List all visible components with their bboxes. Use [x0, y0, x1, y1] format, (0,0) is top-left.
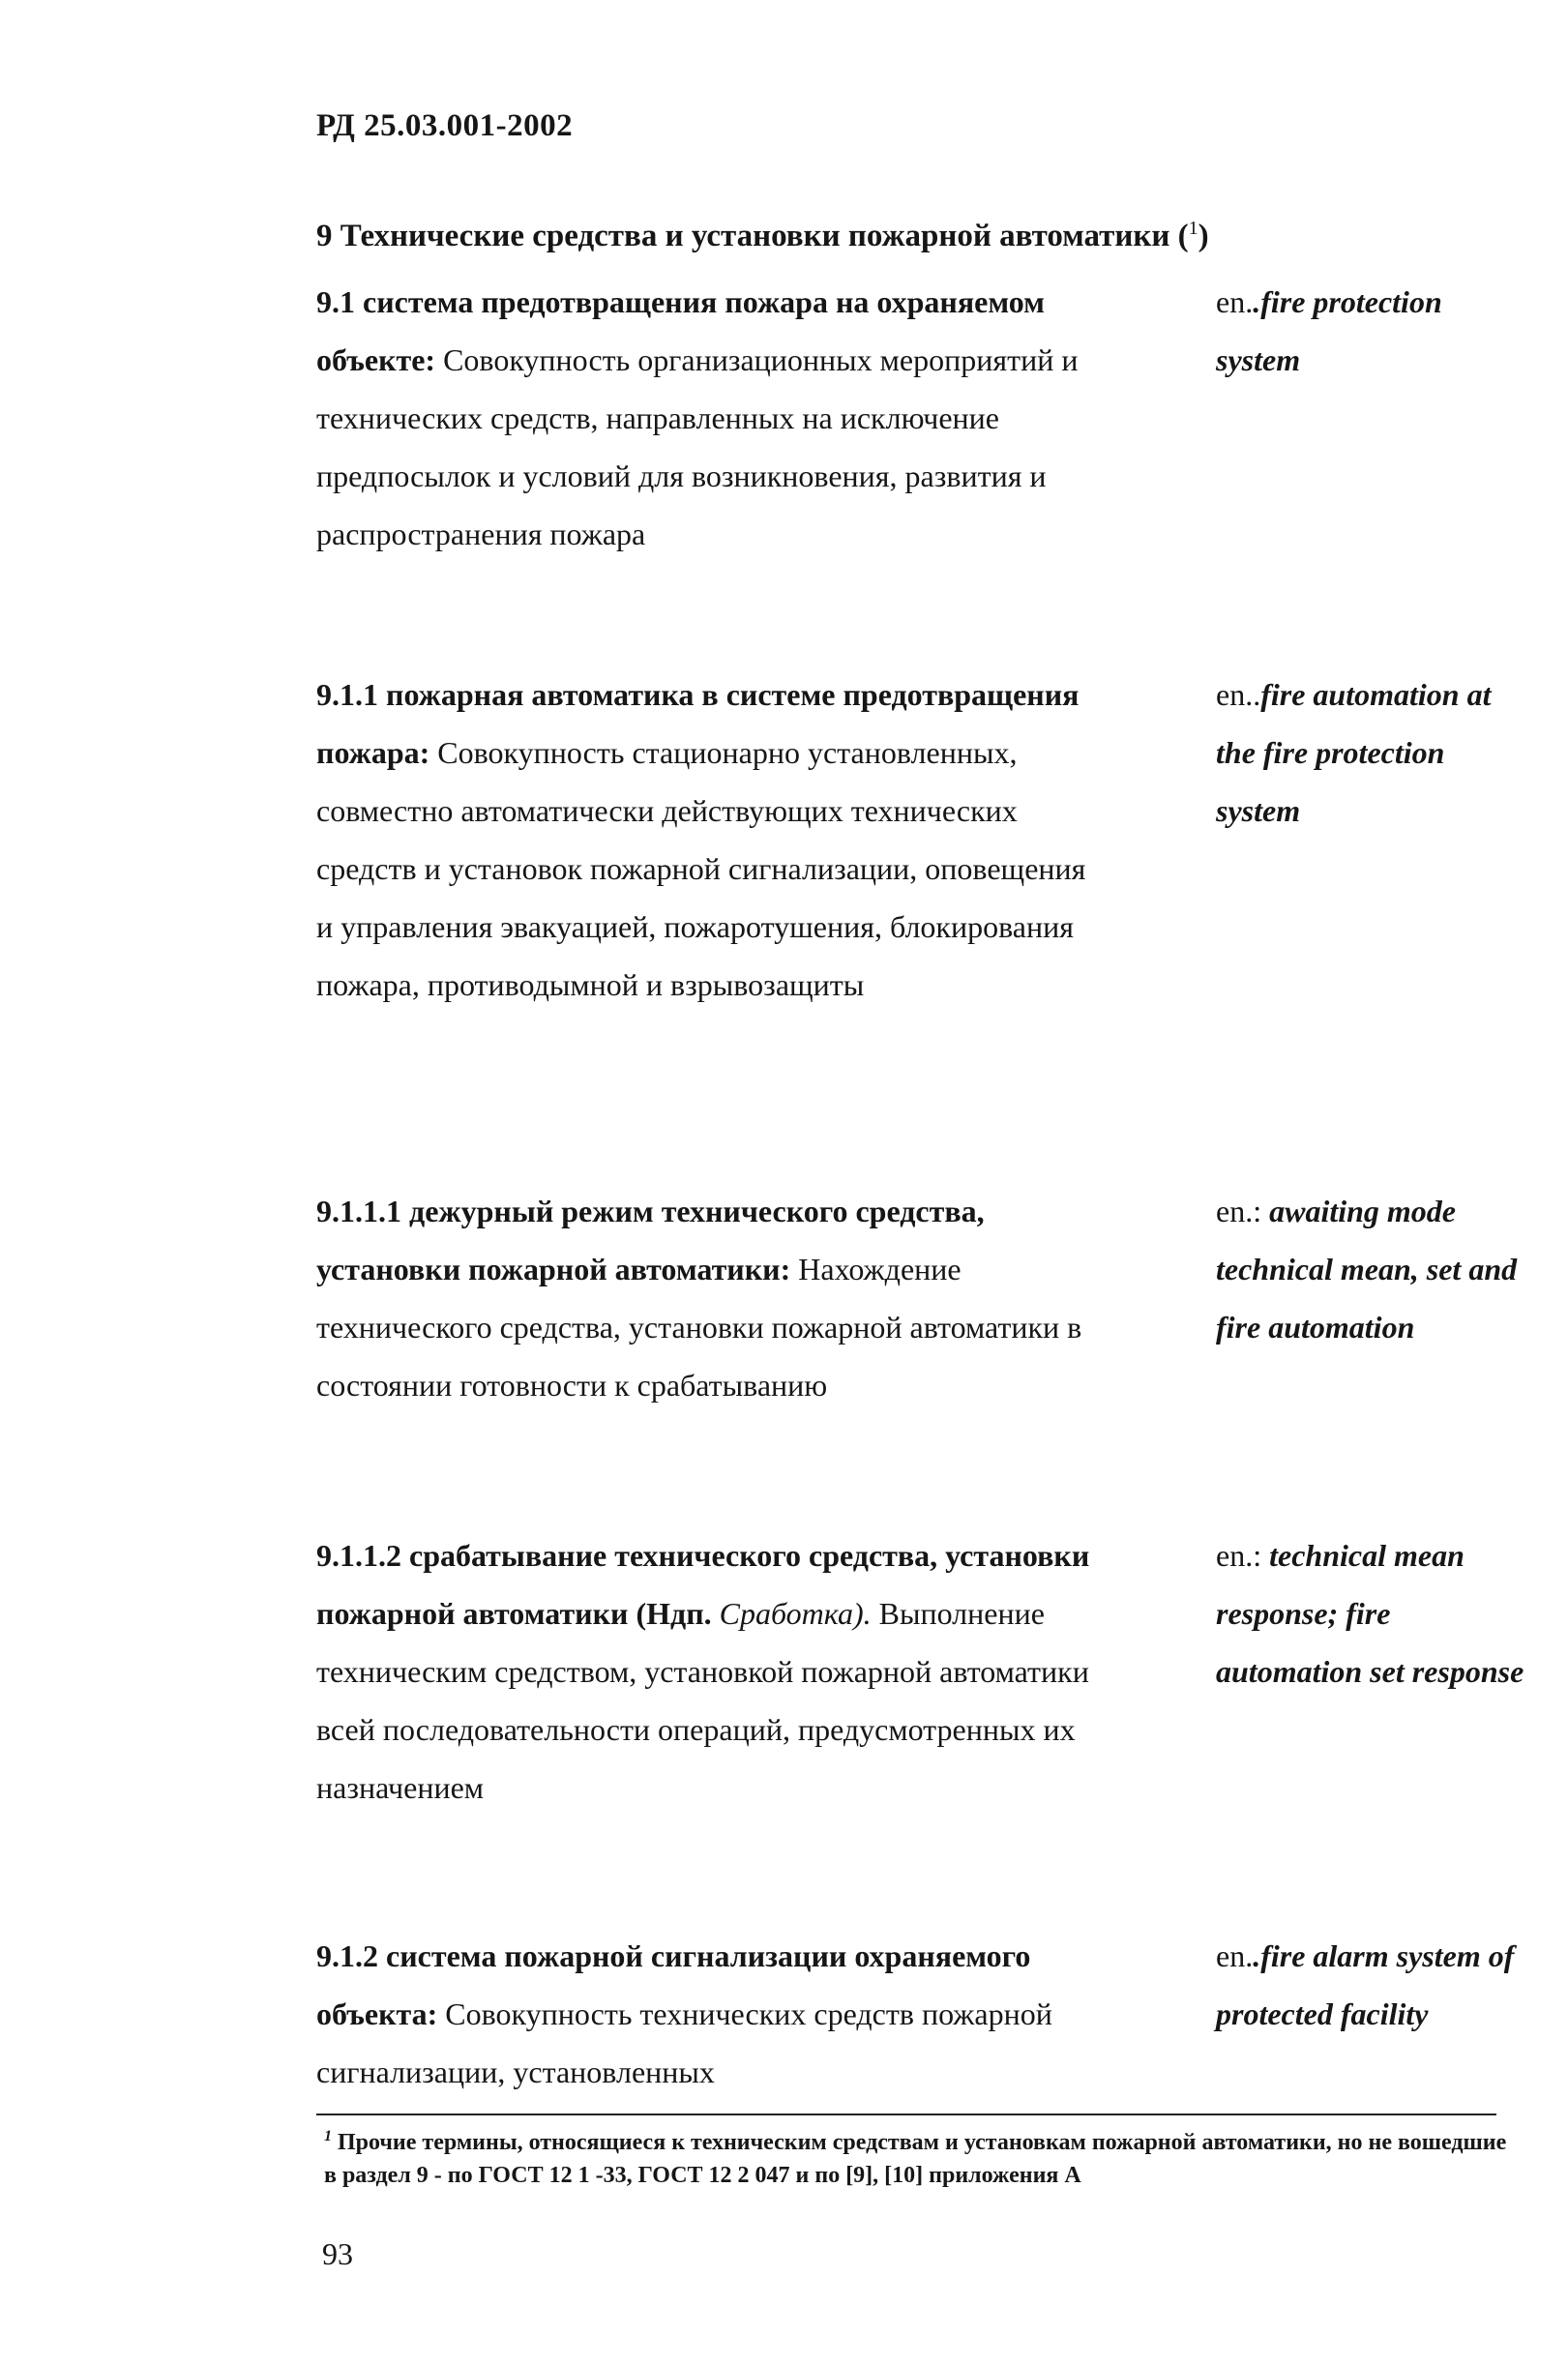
term-en-prefix: en.:	[1216, 1538, 1262, 1573]
term-english	[1216, 1927, 1525, 2043]
term-definition: Выполнение техническим средством, установкой пожарной автоматики всей последовательности операций, предусмотренных их назначением	[316, 1596, 1089, 1805]
term-body	[316, 273, 1090, 563]
term-en-prefix: en.:	[1216, 1194, 1262, 1228]
term-body	[316, 665, 1090, 1014]
term-definition: Совокупность стационарно установленных, совместно автоматически действующих технических средств и установок пожарной сигнализации, оповещения и управления эвакуацией, пожаротушения, блокирования пожара, противодымной и взрывозащиты	[316, 735, 1086, 1002]
term-english	[1216, 1182, 1525, 1356]
term-en-equivalent: fire automation at the fire protection system	[1216, 677, 1492, 828]
page-number: 93	[322, 2236, 353, 2271]
term-english	[1216, 665, 1525, 840]
term-body	[316, 1182, 1090, 1414]
term-body	[316, 1927, 1090, 2101]
section-title	[316, 218, 1209, 254]
footnote-divider	[316, 2114, 1496, 2115]
term-en-equivalent: .fire alarm system of protected facility	[1216, 1938, 1515, 2031]
term-en-equivalent: technical mean response; fire automation set response	[1216, 1538, 1524, 1689]
term-en-equivalent: awaiting mode technical mean, set and fire automation	[1216, 1194, 1518, 1345]
term-name: 9.1.1.1 дежурный режим технического средства, установки пожарной автоматики:	[316, 1194, 985, 1286]
footnote-text: Прочие термины, относящиеся к техническим средствам и установкам пожарной автоматики, но не вошедшие в раздел 9 - по ГОСТ 12 1 -33, ГОСТ 12 2 047 и по [9], [10] приложения А	[324, 2130, 1507, 2188]
term-deprecated-variant: Сработка).	[719, 1596, 872, 1631]
section-title-close: )	[1198, 219, 1209, 253]
term-english	[1216, 273, 1525, 389]
footnote-marker: 1	[324, 2128, 332, 2144]
term-en-equivalent: .fire protection system	[1216, 284, 1442, 377]
term-name: 9.1.1.2 срабатывание технического средства, установки пожарной автоматики (Ндп.	[316, 1538, 1090, 1631]
term-en-prefix: en.	[1216, 1938, 1254, 1973]
term-name: 9.1.1 пожарная автоматика в системе предотвращения пожара:	[316, 677, 1080, 770]
term-en-prefix: en.	[1216, 284, 1254, 319]
document-code: РД 25.03.001-2002	[316, 108, 574, 143]
term-definition: Совокупность организационных мероприятий и технических средств, направленных на исключение предпосылок и условий для возникновения, развития и распространения пожара	[316, 342, 1079, 551]
term-english	[1216, 1526, 1525, 1700]
term-definition: Нахождение технического средства, установки пожарной автоматики в состоянии готовности к срабатыванию	[316, 1252, 1082, 1403]
footnote	[324, 2120, 1514, 2192]
footnote-reference[interactable]: 1	[1188, 218, 1198, 239]
term-name: 9.1.2 система пожарной сигнализации охраняемого объекта:	[316, 1938, 1031, 2031]
term-body	[316, 1526, 1090, 1817]
term-en-prefix: en..	[1216, 677, 1261, 712]
term-definition: Совокупность технических средств пожарной сигнализации, установленных	[316, 1996, 1052, 2089]
section-title-text: 9 Технические средства и установки пожарной автоматики (	[316, 219, 1189, 253]
term-name: 9.1 система предотвращения пожара на охраняемом объекте:	[316, 284, 1045, 377]
